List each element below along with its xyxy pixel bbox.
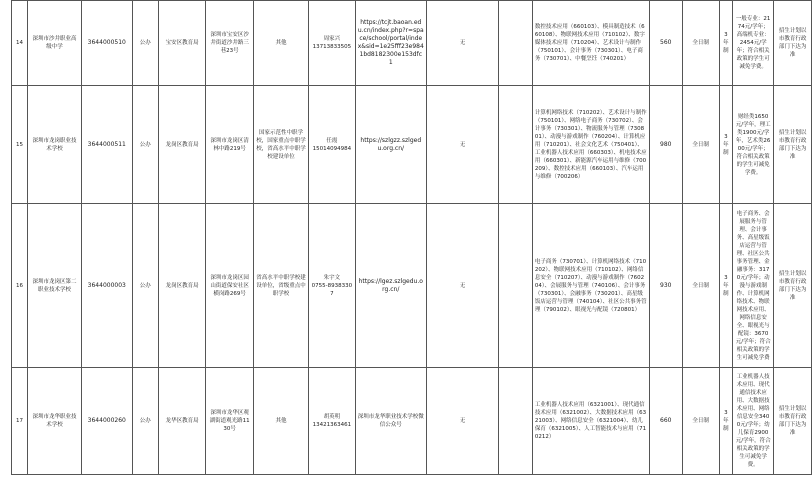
contact-cell: 周家兴 13713833505	[309, 1, 356, 86]
school-enrollment-table	[11, 0, 812, 475]
other-cell: 无	[426, 368, 498, 475]
years-cell: 3年制	[719, 86, 733, 204]
school-name-cell: 深圳市沙井职业高级中学	[28, 1, 82, 86]
seq-cell: 14	[12, 1, 28, 86]
school-name-cell: 深圳市龙华职业技术学校	[28, 368, 82, 475]
school-type-cell: 公办	[132, 204, 158, 368]
school-code-cell: 3644000003	[81, 204, 132, 368]
honor-cell: 其他	[253, 1, 308, 86]
mode-cell: 全日制	[682, 1, 719, 86]
honor-cell: 其他	[253, 368, 308, 475]
seq-cell: 16	[12, 204, 28, 368]
note-cell: 招生计划以市教育行政部门下达为准	[774, 86, 812, 204]
fee-cell: 电子商务、会展服务与管理、会计事务、高星级饭店运营与管理、社区公共事务管理、金融事务：3170元/学年；动漫与游戏制作、计算机网络技术、物联网技术应用、网络信息安全、眼视光与配镜：3670元/学年；符合相关政策的学生可减免学费	[733, 204, 774, 368]
plan-cell: 930	[649, 204, 682, 368]
seq-cell: 15	[12, 86, 28, 204]
fee-cell: 一般专业：2174元/学年；高端机专业：2454元/学年；符合相关政策的学生可减免学费。	[733, 1, 774, 86]
blank-cell	[499, 86, 533, 204]
school-name-cell: 深圳市龙岗职业技术学校	[28, 86, 82, 204]
school-type-cell: 公办	[132, 368, 158, 475]
address-cell: 深圳市宝安区沙井街道沙井路三巷23号	[206, 1, 254, 86]
note-cell: 招生计划以市教育行政部门下达为准	[774, 204, 812, 368]
blank-cell	[499, 204, 533, 368]
plan-cell: 560	[649, 1, 682, 86]
table-row	[12, 86, 812, 204]
school-code-cell: 3644000510	[81, 1, 132, 86]
contact-cell: 朱宇文 0755-89383307	[309, 204, 356, 368]
school-code-cell: 3644000511	[81, 86, 132, 204]
majors-cell: 工业机器人技术应用（6321001）、现代通信技术应用（6321002）、大数据技术应用（6321003）、网络信息安全（6321004）、幼儿保育（6321005）、人工智能技术与应用（710212）	[532, 368, 649, 475]
seq-cell: 17	[12, 368, 28, 475]
years-cell: 3年制	[719, 204, 733, 368]
authority-cell: 龙华区教育局	[158, 368, 206, 475]
contact-cell: 胡英明 13421363461	[309, 368, 356, 475]
mode-cell: 全日制	[682, 204, 719, 368]
majors-cell: 数控技术应用（660103）、模具制造技术（660108）、物联网技术应用（710102）、数字媒体技术应用（710204）、艺术设计与制作（750101）、会计事务（730301）、电子商务（730701）、中餐烹饪（740201）	[532, 1, 649, 86]
plan-cell: 980	[649, 86, 682, 204]
authority-cell: 龙岗区教育局	[158, 86, 206, 204]
table-row	[12, 368, 812, 475]
mode-cell: 全日制	[682, 368, 719, 475]
school-type-cell: 公办	[132, 1, 158, 86]
other-cell: 无	[426, 204, 498, 368]
address-cell: 深圳市龙岗区园山街道保安社区横岗路269号	[206, 204, 254, 368]
other-cell: 无	[426, 1, 498, 86]
plan-cell: 660	[649, 368, 682, 475]
authority-cell: 龙岗区教育局	[158, 204, 206, 368]
contact-cell: 任霞 15014094984	[309, 86, 356, 204]
table-row	[12, 1, 812, 86]
note-cell: 招生计划以市教育行政部门下达为准	[774, 1, 812, 86]
fee-cell: 工业机器人技术应用、现代通信技术应用、大数据技术应用、网络信息安全3400元/学年；幼儿保育2900元/学年，符合相关政策的学生可减免学费。	[733, 368, 774, 475]
majors-cell: 电子商务（730701）、计算机网络技术（710202）、物联网技术应用（710102）、网络信息安全（710207）、动漫与游戏制作（760204）、会展服务与管理（740106）、会计事务（730301）、会融事务（730201）、高星级饭店运营与管理（740104）、社区公共事务管理（790102）、眼视光与配镜（720801）	[532, 204, 649, 368]
website-link[interactable]: 深圳市龙华职业技术学校微信公众号	[355, 368, 426, 475]
authority-cell: 宝安区教育局	[158, 1, 206, 86]
school-name-cell: 深圳市龙岗区第二职业技术学校	[28, 204, 82, 368]
years-cell: 3年制	[719, 1, 733, 86]
address-cell: 深圳市龙岗区清林中路219号	[206, 86, 254, 204]
note-cell: 招生计划以市教育行政部门下达为准	[774, 368, 812, 475]
website-link[interactable]: https://lgez.szlgedu.org.cn/	[355, 204, 426, 368]
majors-cell: 计算机网络技术（710202）、艺术设计与制作（750101）、网络电子商务（730702）、会计事务（730301）、物流服务与管理（730801）、动漫与游戏制作（760204）、计算机应用（710201）、社会文化艺术（750401）、工业机器人技术应用（660303）、机电技术应用（660301）、新能源汽车运用与维修（700209）、数控技术应用（660103）、汽车运用与维修（700206）	[532, 86, 649, 204]
table-row	[12, 204, 812, 368]
mode-cell: 全日制	[682, 86, 719, 204]
fee-cell: 财经类1650元/学年，理工类1900元/学年，艺术类2600元/学年；符合相关政策的学生可减免学费。	[733, 86, 774, 204]
school-type-cell: 公办	[132, 86, 158, 204]
school-code-cell: 3644000260	[81, 368, 132, 475]
honor-cell: 省高水平中职学校建设单位，省级重点中职学校	[253, 204, 308, 368]
website-link[interactable]: https://tcjt.baoan.edu.cn/index.php?r=space/school/portal/index&sid=1e25fff23e9841bd8182300e153dfc1	[355, 1, 426, 86]
address-cell: 深圳市龙华区观湖街道观光路1130号	[206, 368, 254, 475]
blank-cell	[499, 368, 533, 475]
other-cell: 无	[426, 86, 498, 204]
website-link[interactable]: https://szlgzz.szlgedu.org.cn/	[355, 86, 426, 204]
years-cell: 3年制	[719, 368, 733, 475]
honor-cell: 国家示范性中职学校，国家重点中职学校，省高水平中职学校建设单位	[253, 86, 308, 204]
blank-cell	[499, 1, 533, 86]
